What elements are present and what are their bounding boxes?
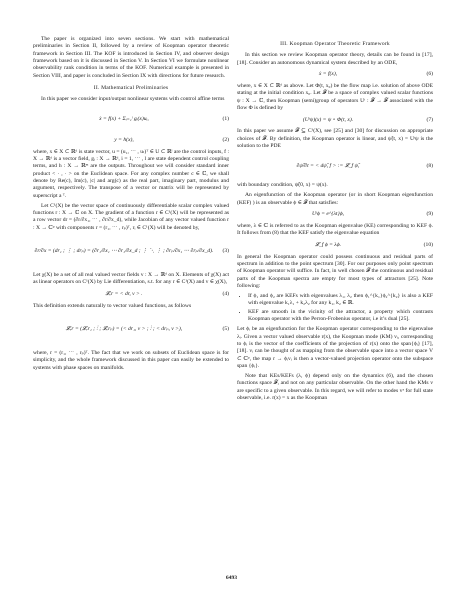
equation-10-body: 𝓛_f ϕ = λϕ.: [315, 241, 341, 248]
c1-paragraph: Let C¹(X) be the vector space of continuously differentiable scalar complex valued functions r : X → ℂ on X. The gradient of a function r ∈ C¹(X) will be represented as a row vector dr = (∂r/∂x₁, ⋯ , ∂r/∂x_d), while Jacobian of any vector valued function r : X → ℂᵖ with components r = (r₁, ⋯ , rₚ)ᵀ, rᵢ ∈ C¹(X) will be denoted by,: [33, 202, 229, 231]
equation-7: [237, 115, 433, 125]
equation-1-body: ẋ = f(x) + Σᵢ₌₁ˡ gᵢ(x)uᵢ,: [99, 116, 149, 123]
equation-5-number: (5): [222, 326, 229, 333]
equation-1-number: (1): [222, 116, 229, 123]
equation-5: [33, 313, 229, 347]
where-paragraph: where, x ∈ X ⊂ ℝᵈ is state vector, u = (u₁, ⋯ , uₗ)ᵀ ∈ U ⊂ ℝˡ are the control inputs, f : X → ℝᵈ is a vector field, gᵢ : X → ℝᵈ, i = 1, ⋯ , l are state dependent control coupling terms, and h : X → ℝᵐ are the outputs. Throughout we will consider standard inner product < · , · > on the Euclidean space. For any complex number c ∈ ℂ, we shall denote by Re(c), Im(c), |c| and arg(c) as the real part, imaginary part, modulus and argument, respectively. The transpose of a vector or matrix will be represented by superscript a ᵀ.: [33, 148, 229, 199]
equation-7-number: (7): [426, 116, 433, 123]
equation-1: [33, 107, 229, 133]
equation-4-body: 𝓛ᵥr = < dr, v > .: [105, 291, 143, 298]
equation-8: [237, 153, 433, 179]
koopman-intro-paragraph: In this section we review Koopman operator theory, details can be found in [17], [18]. Consider an autonomous dynamical system described by an ODE,: [237, 52, 433, 66]
list-item: • If ϕ₁ and ϕ₂ are KEFs with eigenvalues λ₁, λ₂ then ϕ₁^{k₁}ϕ₂^{k₂} is also a KEF with eigenvalue k₁λ₁ + k₂λ₂ for any k₁, k₂ ∈ ℝ.: [248, 293, 433, 308]
notes-list: [237, 293, 433, 323]
vector-fields-paragraph: Let χ(X) be a set of all real valued vector fields v : X → ℝᵈ on X. Elements of χ(X) act as linear operators on C¹(X) by Lie differentiation, s.t. for any r ∈ C¹(X) and v ∈ χ(X),: [33, 272, 229, 286]
right-column: [237, 36, 433, 405]
closing-paragraph: where, r = (r₁, ⋯ , rₚ)ᵀ. The fact that we work on subsets of Euclidean space is for simplicity, and the whole framework discussed in this paper can easily be extended to systems with phase spaces on manifolds.: [33, 350, 229, 371]
equation-10-number: (10): [423, 241, 433, 248]
page-number: 6493: [225, 575, 238, 581]
equation-3-body: ∂r/∂x = (dr₁ ; ⋮ ; drₚ) = (∂r₁/∂x₁ ⋯ ∂r₁/∂x_d ; ⋮ ⋱ ⋮ ; ∂rₚ/∂x₁ ⋯ ∂rₚ/∂x_d).: [34, 248, 214, 255]
intro-paragraph: The paper is organized into seven sections. We start with mathematical preliminaries in Section II, followed by a review of Koopman operator theoretic framework in Section III. The KOF is introduced in Section IV, and observer design framework based on it is discussed in Section V. In Section VI we formulate nonlinear observability rank condition in terms of the KOF. Numerical example is presented in Section VIII, and paper is concluded in Section IX with directions for future research.: [33, 36, 229, 79]
equation-9-number: (9): [426, 211, 433, 218]
system-paragraph: In this paper we consider input/output nonlinear systems with control affine terms: [41, 96, 225, 103]
flow-map-paragraph: where, x ∈ X ⊂ ℝᵈ as above. Let Φ(t, x₀) be the flow map i.e. solution of above ODE stating at the initial condition x₀. Let 𝓕 be a space of complex valued scalar functions ψ : X → ℂ, then Koopman (semi)group of operators Uᵗ : 𝓕 → 𝓕 associated with the flow Φ is defined by: [237, 83, 433, 112]
equation-2-body: y = h(x),: [114, 137, 134, 144]
section-heading-koopman: III. Koopman Operator Theoretic Framework: [280, 41, 390, 47]
equation-8-number: (8): [426, 162, 433, 169]
eigenfunction-paragraph: An eigenfunction of the Koopman operator (or in short Koopman eigenfunction (KEF) ) is an observable ϕ ∈ 𝓕 that satisfies:: [237, 192, 433, 206]
equation-3: [33, 235, 229, 269]
equation-9: [237, 210, 433, 220]
equation-8-body: ∂ψ̃/∂t = < dψ̃, f > := 𝓛_f ψ̃,: [296, 162, 360, 169]
spectrum-paragraph: In general the Koopman operator could possess continuous and residual parts of spectrum in addition to the point spectrum [30]. For our purposes only point spectrum of Koopman operator will suffice. In fact, in well chosen 𝓕 the continuous and residual parts of the Koopman spectra are empty for most types of attractors [25]. Note following:: [237, 253, 433, 290]
equation-9-body: Uᵗϕ = e^{λt}ϕ,: [311, 211, 345, 218]
equation-7-body: (Uᵗψ)(x) = ψ ∘ Φ(t, x).: [302, 116, 354, 123]
assumption-paragraph: In this paper we assume 𝓕 ⊆ C¹(X), see [25] and [30] for discussion on appropriate choices of 𝓕. By definition, the Koopman operator is linear, and ψ̃(t, x) = Uᵗψ is the solution to the PDE: [237, 128, 433, 150]
eigenvalue-paragraph: where, λ ∈ ℂ is referred to as the Koopman eigenvalue (KE) corresponding to KEF ϕ. It follows from (8) that the KEF satisfy the eigenvalue equation: [237, 222, 433, 237]
equation-10: [237, 241, 433, 251]
equation-2: [33, 136, 229, 146]
definition-paragraph: This definition extends naturally to vector valued functions, as follows: [33, 302, 192, 309]
section-heading-preliminaries: II. Mathematical Preliminaries: [93, 85, 169, 92]
equation-3-number: (3): [222, 248, 229, 255]
equation-4-number: (4): [222, 291, 229, 298]
equation-2-number: (2): [222, 137, 229, 144]
list-item: • KEF are smooth in the vicinity of the attractor, a property which contrasts Koopman operator with the Perron-Frobenius operator, i.e it’s dual [25].: [248, 309, 433, 324]
boundary-condition-paragraph: with boundary condition, ψ̃(0, x) = ψ(x).: [237, 182, 328, 189]
koopman-mode-paragraph: Let ϕᵢ be an eigenfunction for the Koopman operator corresponding to the eigenvalue λᵢ. Given a vector valued observable r(x), the Koopman mode (KM) vᵢ, corresponding to ϕᵢ is the vector of the coefficients of the projection of r(x) onto the span{ϕᵢ} [17], [18]. vᵢ can be thought of as mapping from the observable space into a vector space V ⊂ ℂᵖ, the map r → ϕᵢvᵢ is then a vector-valued projection operator onto the subspace span {ϕᵢ}.: [237, 326, 433, 369]
equation-4: [33, 290, 229, 300]
note-paragraph: Note that KEs/KEFs (λ, ϕ) depend only on the dynamics (6), and the chosen functions space 𝓕, and not on any particular observable. On the other hand the KMs v are specific to a given observable. In this regard, we will refer to modes vˣ for full state observable, i.e. r(x) = x as the Koopman: [237, 372, 433, 401]
equation-6-number: (6): [426, 71, 433, 78]
equation-6-body: ẋ = f(x),: [318, 71, 338, 78]
left-column: [33, 36, 229, 375]
equation-6: [237, 70, 433, 80]
equation-5-body: 𝓛ᵥr = (𝓛ᵥr₁ ; ⋮ ; 𝓛ᵥrₚ) = (< dr₁, v > ; ⋮ ; < drₚ, v >),: [65, 326, 183, 333]
